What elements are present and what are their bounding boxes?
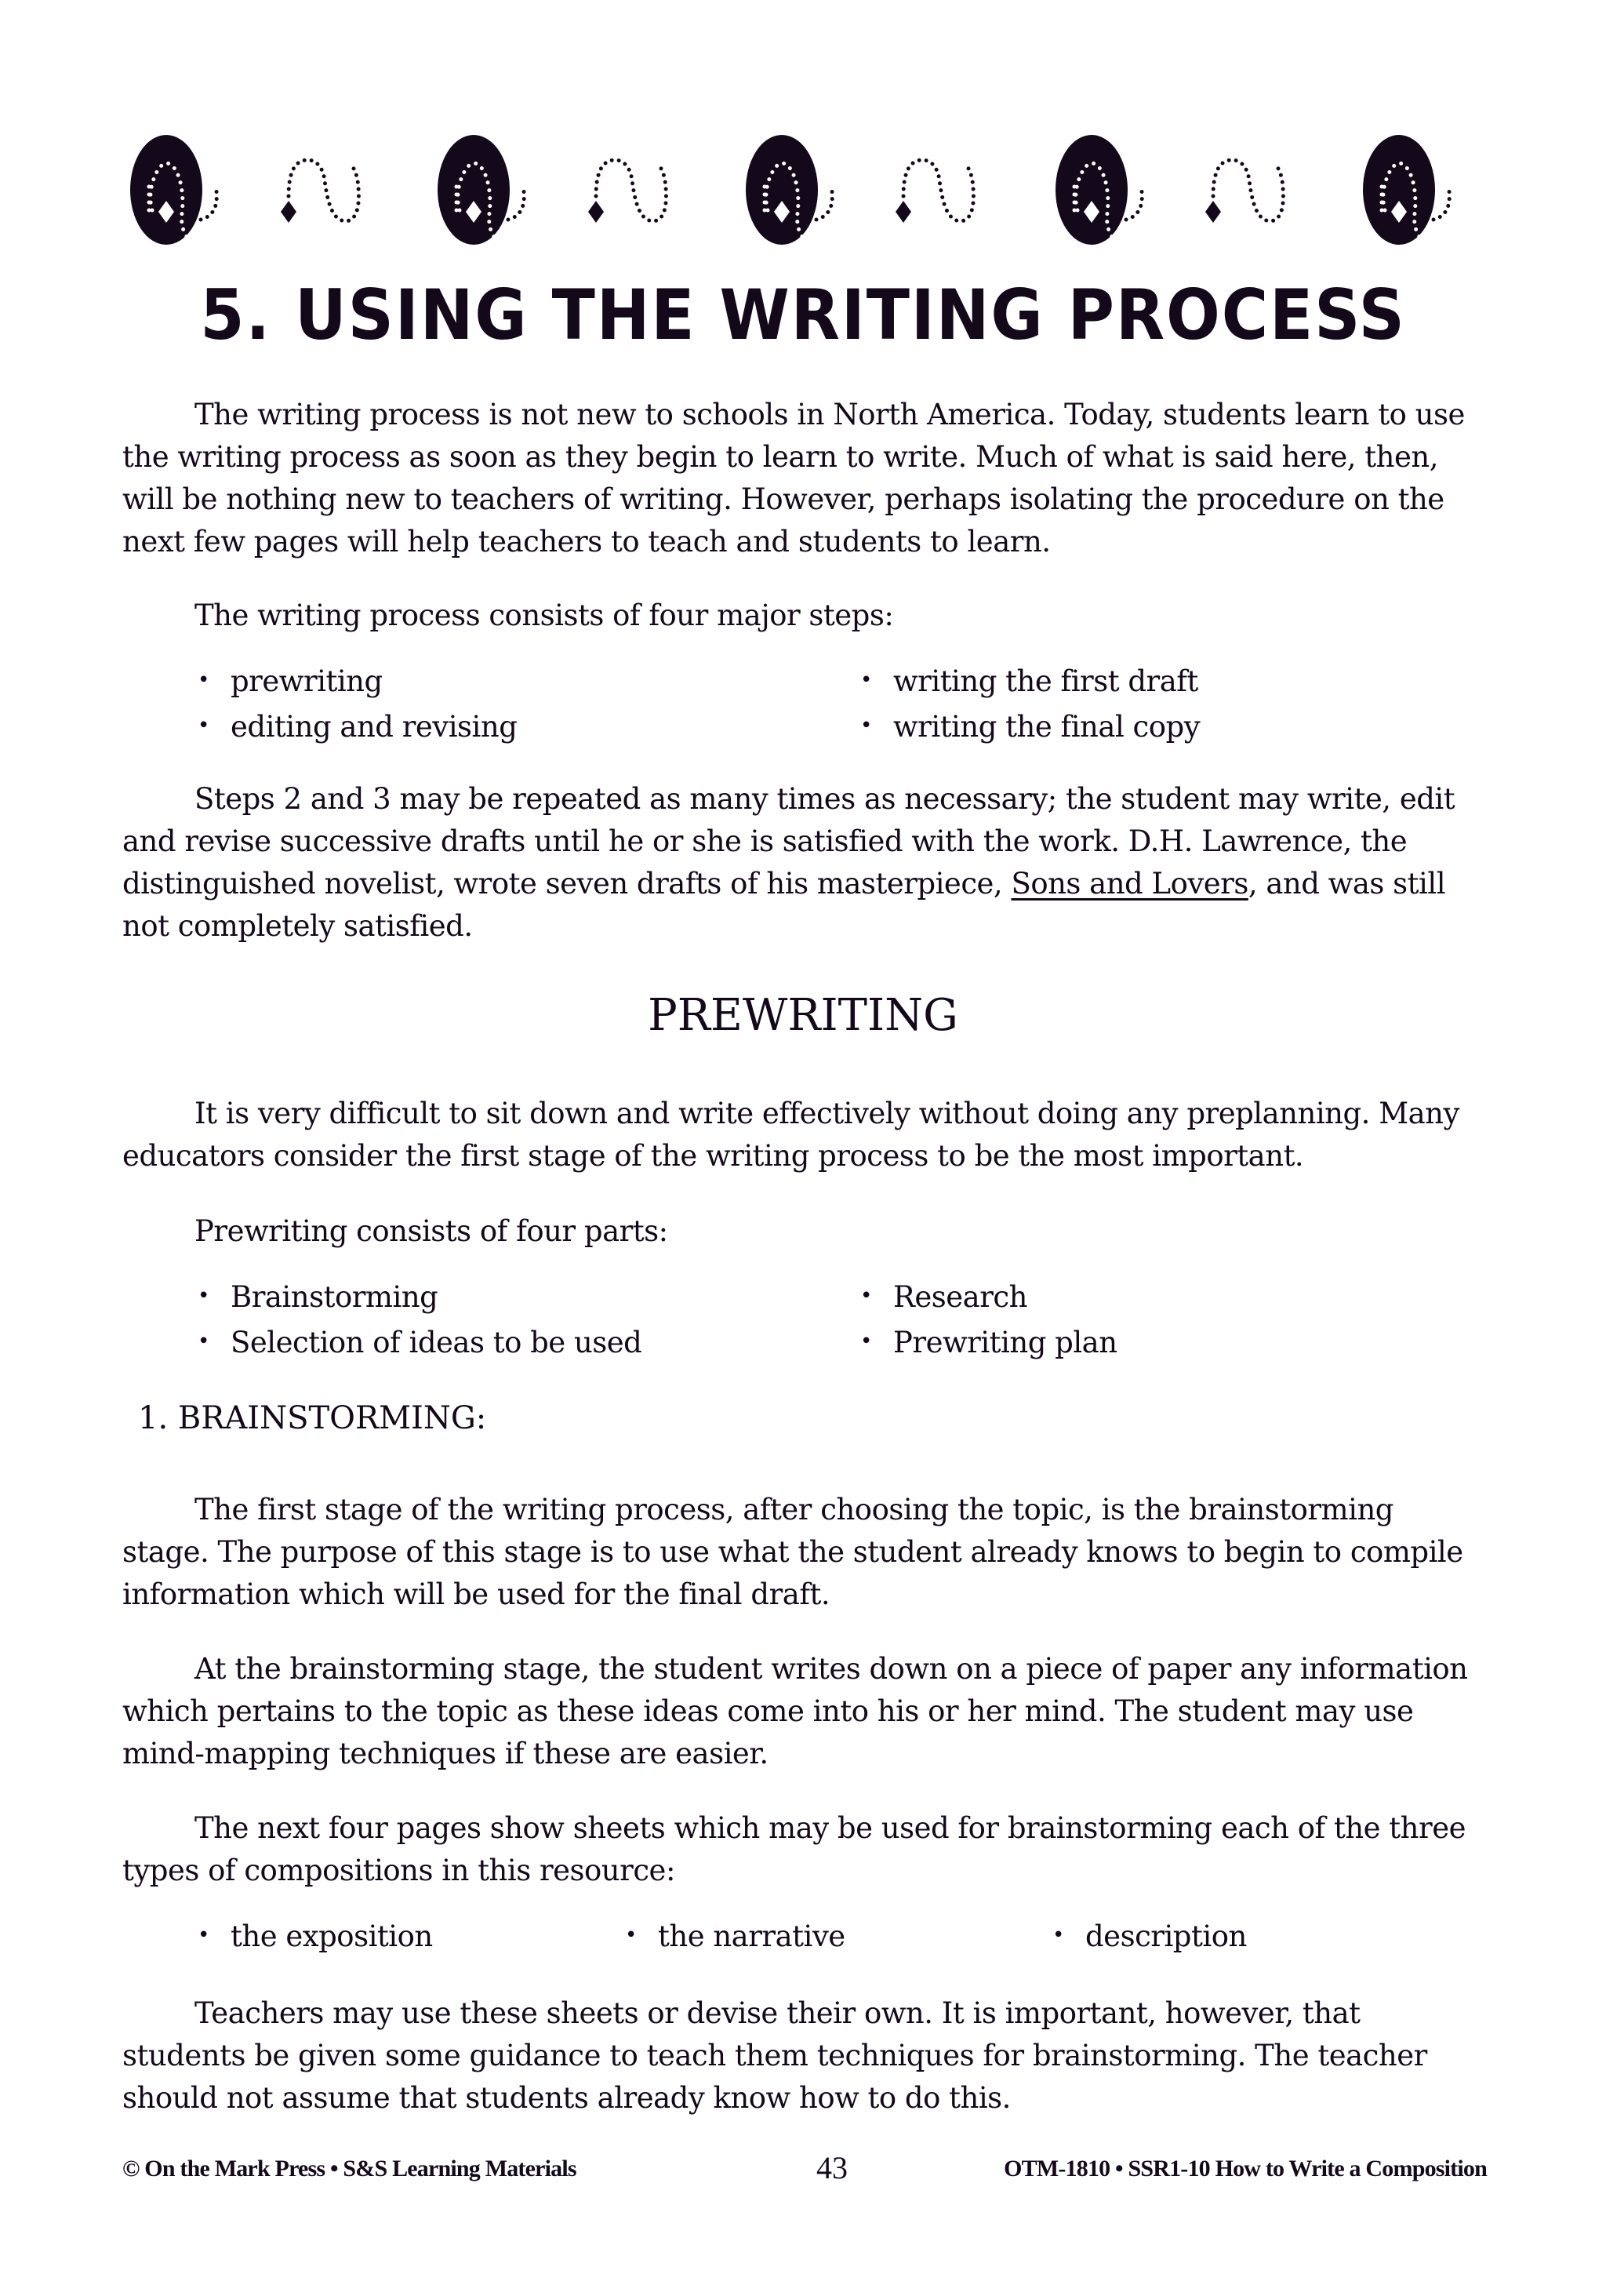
oval-motif-1 [130,135,216,246]
bullet-icon: • [860,714,872,737]
decorative-border [119,133,1499,259]
bullet-icon: • [198,1330,209,1353]
steps-list [198,660,1492,751]
prewriting-parts-list [198,1276,1492,1367]
brainstorming-paragraph-3: The next four pages show sheets which may be used for brainstorming each of the three types of compositions in this resource: [122,1811,1466,1887]
page-number: 43 [816,2150,848,2185]
section-heading-prewriting: PREWRITING [648,990,958,1041]
list-item: • Brainstorming [198,1276,860,1322]
steps-lead: The writing process consists of four major steps: [194,599,894,632]
wave-motif-4 [1205,160,1283,223]
list-item: • description [1052,1916,1480,1961]
list-item: • the narrative [625,1916,1052,1961]
intro-paragraph: The writing process is not new to schools in North America. Today, students learn to use the writing process as soon as they begin to learn to write. Much of what is said here, then, will be nothing new to teachers of writing. However, perhaps isolating the procedure on the next few pages will help teachers to teach and students to learn. [122,398,1465,559]
oval-motif-3 [746,135,832,246]
wave-motif-3 [896,160,973,223]
list-item: • Prewriting plan [860,1322,1488,1367]
list-item: • the exposition [198,1916,625,1961]
oval-motif-2 [438,135,524,246]
prewriting-paragraph: It is very difficult to sit down and write effectively without doing any preplanning. Many educators consider the first stage of the writing process to be the most important. [122,1097,1459,1173]
repeat-steps-paragraph: Steps 2 and 3 may be repeated as many times as necessary; the student may write, edit and revise successive drafts until he or she is satisfied with the work. D.H. Lawrence, the distinguished novelist, wrote seven drafts of his masterpiece, Sons and Lovers, and was still not completely satisfied. [122,782,1455,943]
bullet-icon: • [625,1923,637,1947]
wave-motif-2 [588,160,666,223]
list-item: • editing and revising [198,706,860,751]
list-item: • Selection of ideas to be used [198,1322,860,1367]
footer-copyright: © On the Mark Press • S&S Learning Materials [122,2156,576,2181]
sub-heading-brainstorming: 1. BRAINSTORMING: [138,1400,487,1436]
bullet-icon: • [198,1284,209,1308]
bullet-icon: • [860,1330,872,1353]
wave-motif-1 [281,160,358,223]
oval-motif-5 [1363,135,1449,246]
list-item: • prewriting [198,660,860,706]
brainstorming-paragraph-4: Teachers may use these sheets or devise their own. It is important, however, that students be given some guidance to teach them techniques for brainstorming. The teacher should not assume that students already know how to do this. [122,1996,1427,2115]
list-item: • writing the final copy [860,706,1488,751]
bullet-icon: • [198,1923,209,1947]
bullet-icon: • [198,668,209,692]
page-title: 5. USING THE WRITING PROCESS [200,275,1406,355]
parts-lead: Prewriting consists of four parts: [194,1214,668,1248]
bullet-icon: • [198,714,209,737]
footer-product-code: OTM-1810 • SSR1-10 How to Write a Composition [1004,2156,1487,2181]
composition-types-list [198,1916,1492,1961]
oval-motif-4 [1056,135,1142,246]
list-item: • writing the first draft [860,660,1488,706]
brainstorming-paragraph-2: At the brainstorming stage, the student writes down on a piece of paper any information which pertains to the topic as these ideas come into his or her mind. The student may use mind-mapping techniques if these are easier. [122,1652,1468,1770]
bullet-icon: • [860,668,872,692]
bullet-icon: • [860,1284,872,1308]
list-item: • Research [860,1276,1488,1322]
bullet-icon: • [1052,1923,1064,1947]
page-footer [122,2149,1487,2189]
book-title: Sons and Lovers [1011,867,1248,901]
brainstorming-paragraph-1: The first stage of the writing process, after choosing the topic, is the brainstorming stage. The purpose of this stage is to use what the student already knows to begin to compile information which will be used for the final draft. [122,1493,1463,1611]
